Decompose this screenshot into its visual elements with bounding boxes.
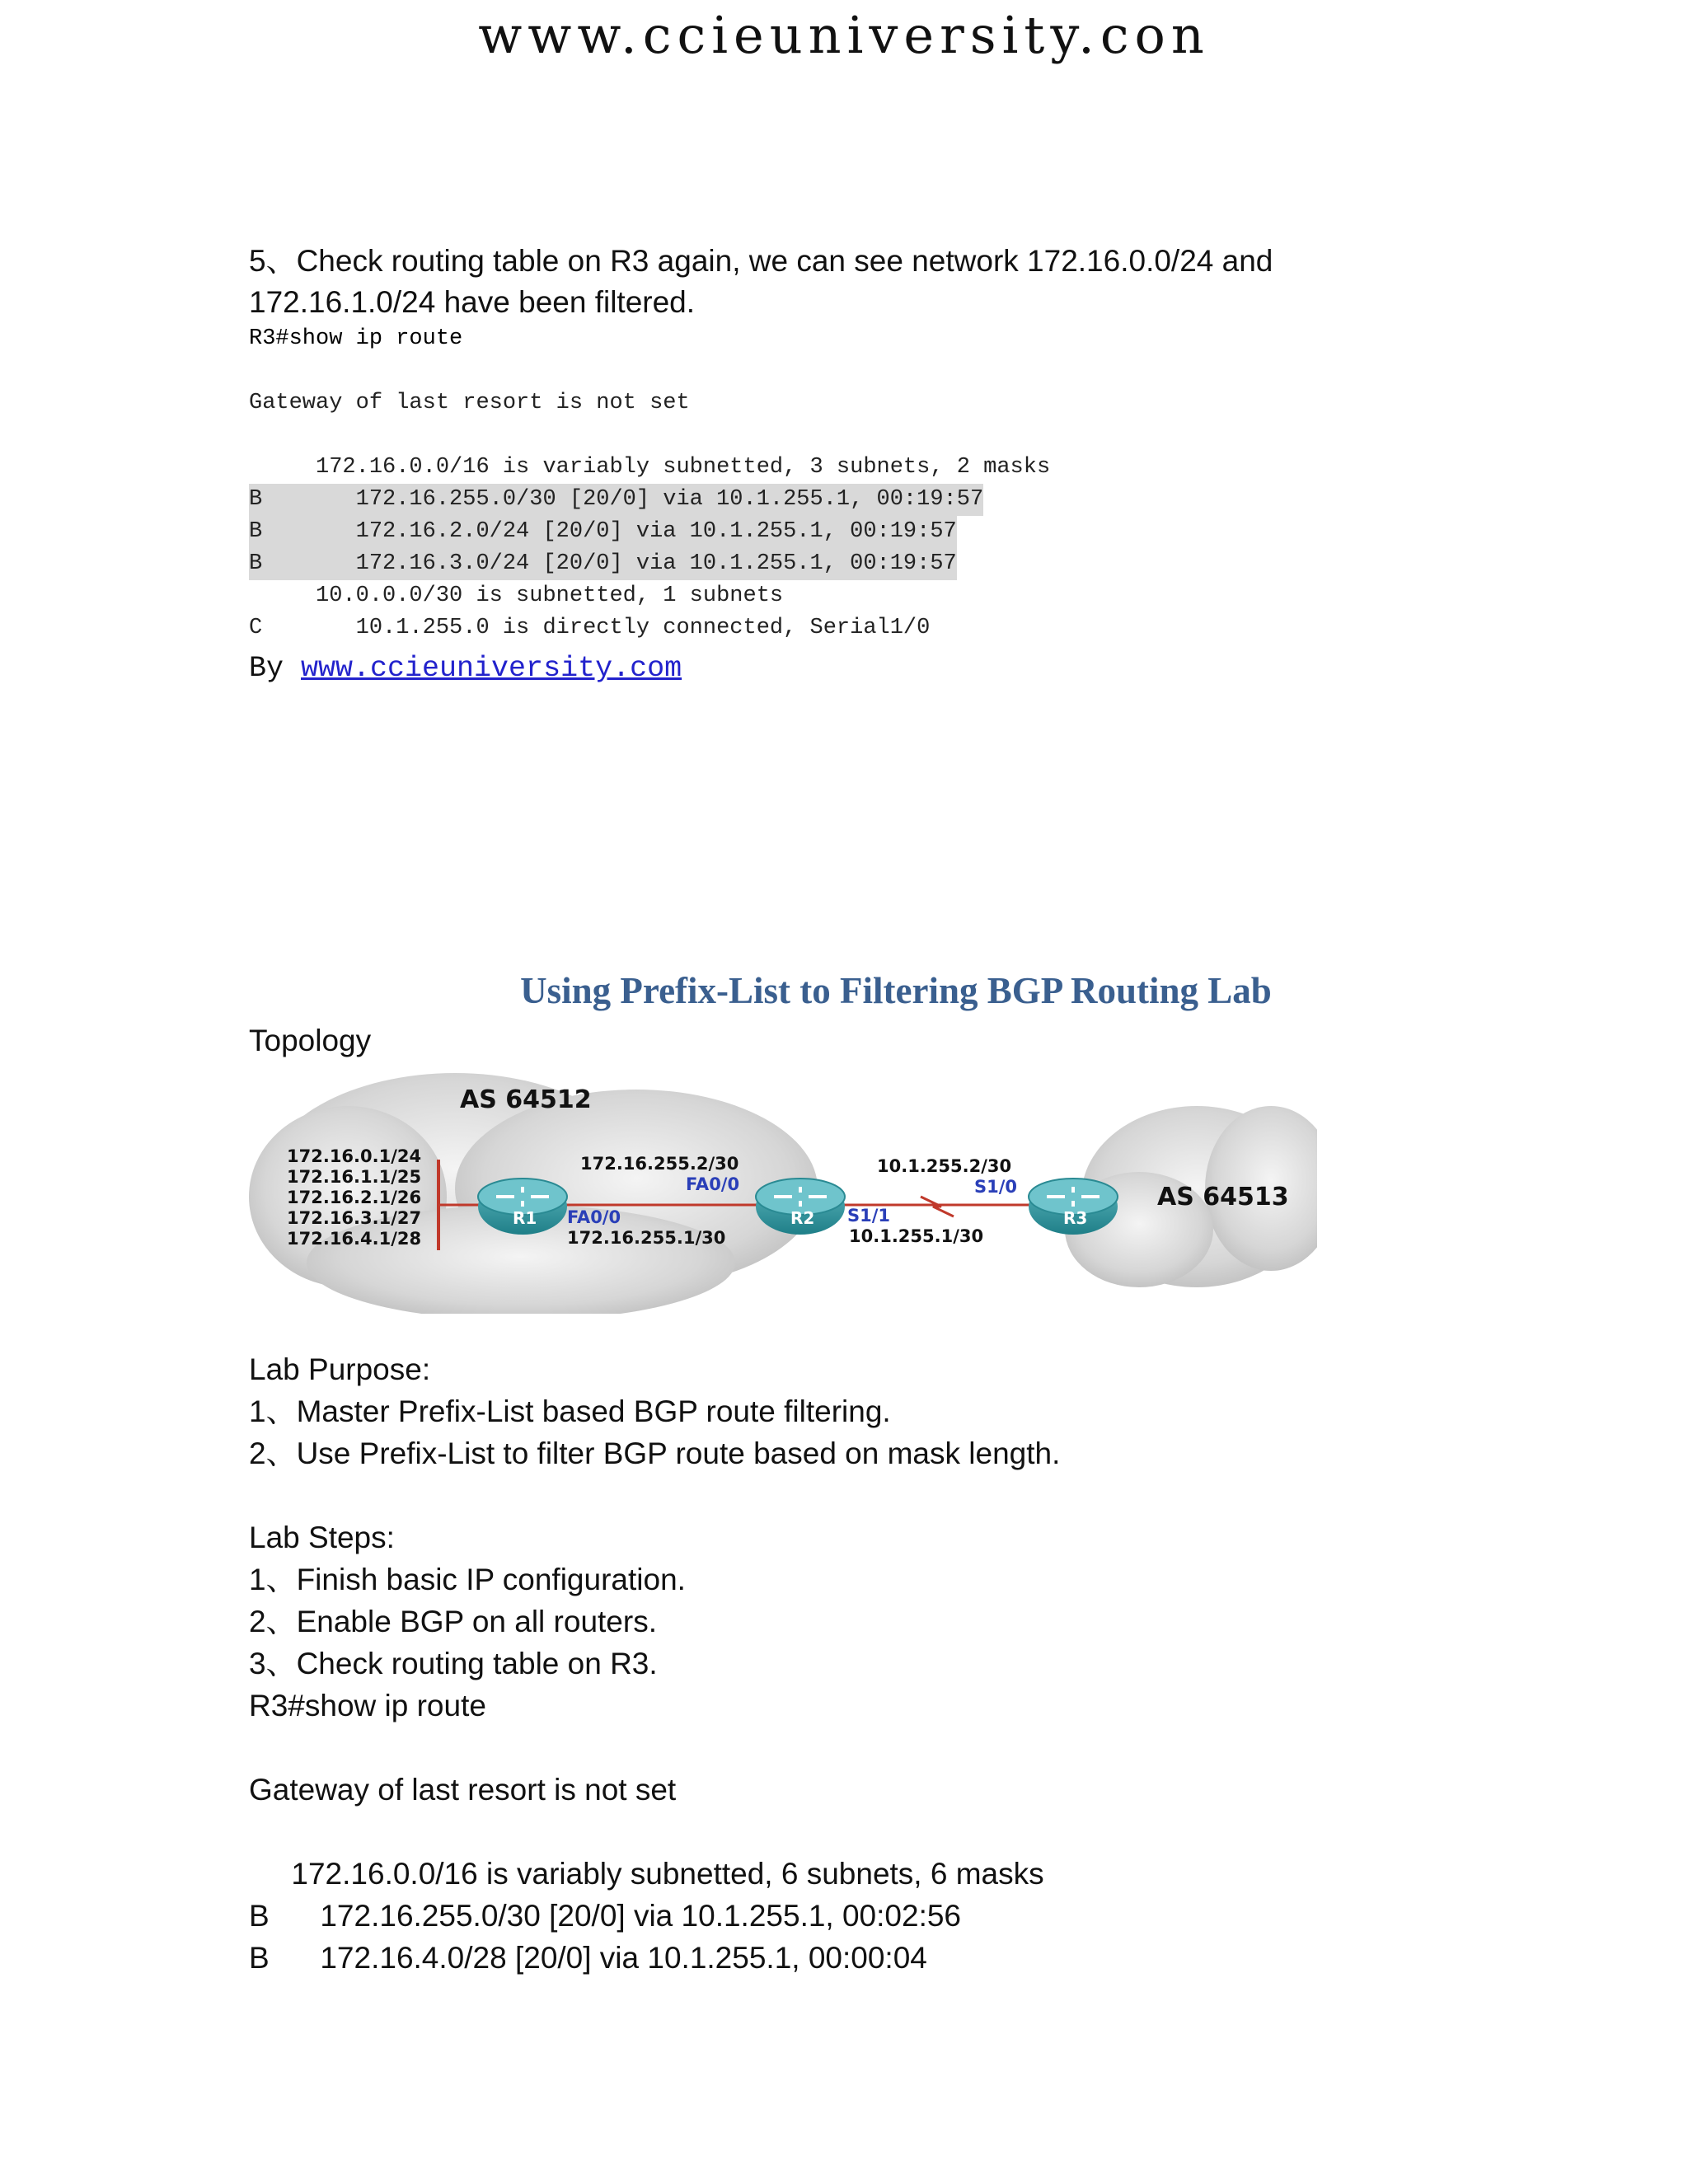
- gateway-line: Gateway of last resort is not set: [249, 391, 690, 415]
- as-right-label: AS 64513: [1157, 1183, 1289, 1212]
- r1-network: 172.16.4.1/28: [287, 1229, 422, 1249]
- step-item: 3、Check routing table on R3.: [249, 1647, 658, 1680]
- subnet-summary-2: 10.0.0.0/30 is subnetted, 1 subnets: [249, 583, 784, 608]
- subnet-summary: 172.16.0.0/16 is variably subnetted, 6 subnets, 6 masks: [249, 1857, 1044, 1891]
- step-item: 1、Finish basic IP configuration.: [249, 1563, 686, 1596]
- topology-label: Topology: [249, 1024, 372, 1057]
- route-line: B 172.16.4.0/28 [20/0] via 10.1.255.1, 00:00:04: [249, 1941, 927, 1975]
- r1-network: 172.16.3.1/27: [287, 1208, 422, 1228]
- r2-fa-if: FA0/0: [686, 1174, 740, 1194]
- route-line: B 172.16.3.0/24 [20/0] via 10.1.255.1, 00:19:57: [249, 548, 957, 580]
- lab-text: [249, 1348, 1444, 1979]
- r1-fa-if: FA0/0: [567, 1207, 621, 1227]
- byline-prefix: By: [249, 652, 302, 685]
- gateway-line: Gateway of last resort is not set: [249, 1773, 677, 1807]
- site-header: www.ccieuniversity.con: [478, 5, 1210, 65]
- lab-title: Using Prefix-List to Filtering BGP Routing Lab: [520, 970, 1272, 1011]
- topology-diagram: [249, 1065, 1317, 1314]
- route-line: B 172.16.2.0/24 [20/0] via 10.1.255.1, 00:19:57: [249, 516, 957, 548]
- ccieuniversity-link[interactable]: www.ccieuniversity.com: [301, 652, 682, 685]
- step5-section: [249, 241, 1444, 689]
- purpose-item: 1、Master Prefix-List based BGP route filtering.: [249, 1394, 891, 1428]
- r2-s-if: S1/1: [847, 1206, 891, 1226]
- step-item: 2、Enable BGP on all routers.: [249, 1605, 657, 1638]
- subnet-summary: 172.16.0.0/16 is variably subnetted, 3 subnets, 2 masks: [249, 455, 1051, 480]
- connected-route: C 10.1.255.0 is directly connected, Serial1/0: [249, 616, 931, 640]
- step5-heading-line1: 5、Check routing table on R3 again, we can see network 172.16.0.0/24 and: [249, 244, 1273, 278]
- steps-heading: Lab Steps:: [249, 1521, 395, 1554]
- purpose-heading: Lab Purpose:: [249, 1352, 431, 1386]
- router-label-r1: R1: [513, 1208, 537, 1228]
- byline: [249, 648, 1444, 689]
- show-ip-route-command: R3#show ip route: [249, 326, 463, 351]
- blank-line: [249, 419, 1444, 452]
- r1-network: 172.16.0.1/24: [287, 1146, 422, 1166]
- route-line: B 172.16.255.0/30 [20/0] via 10.1.255.1, 00:02:56: [249, 1899, 962, 1933]
- r1-network: 172.16.2.1/26: [287, 1188, 422, 1207]
- highlighted-routes: [249, 484, 1444, 580]
- r2-s-ip: 10.1.255.1/30: [849, 1226, 984, 1246]
- r1-network: 172.16.1.1/25: [287, 1167, 422, 1187]
- r2-fa-ip: 172.16.255.2/30: [580, 1154, 739, 1174]
- step5-heading-line2: 172.16.1.0/24 have been filtered.: [249, 285, 696, 319]
- serial-zigzag-icon: [921, 1197, 954, 1216]
- as-left-label: AS 64512: [460, 1085, 592, 1114]
- router-label-r3: R3: [1063, 1208, 1088, 1228]
- router-label-r2: R2: [790, 1208, 815, 1228]
- purpose-item: 2、Use Prefix-List to filter BGP route based on mask length.: [249, 1436, 1061, 1470]
- show-ip-route-command: R3#show ip route: [249, 1689, 486, 1722]
- lab-section: [249, 969, 1444, 1979]
- blank-line: [249, 355, 1444, 387]
- r3-s-ip: 10.1.255.2/30: [877, 1156, 1012, 1176]
- r3-s-if: S1/0: [974, 1177, 1018, 1197]
- r1-fa-ip: 172.16.255.1/30: [567, 1228, 726, 1248]
- route-line: B 172.16.255.0/30 [20/0] via 10.1.255.1, 00:19:57: [249, 484, 983, 516]
